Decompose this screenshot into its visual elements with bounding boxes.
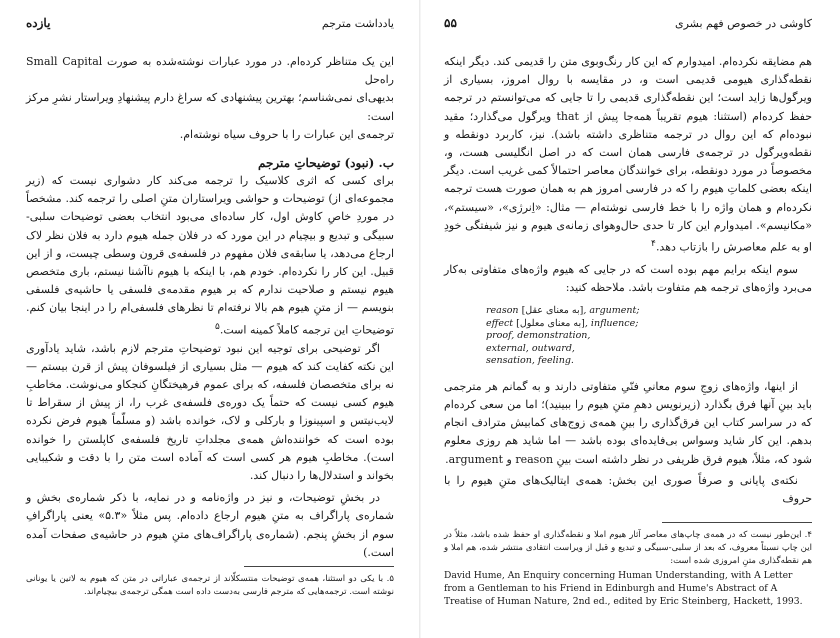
right-footnote-area [444, 522, 812, 608]
term-en: proof, demonstration, [486, 330, 591, 342]
right-page-number: ۵۵ [444, 16, 457, 30]
right-paragraph-2: سوم اینکه برایم مهم بوده است که در جایی که هیوم واژه‌های متفاوتی به‌کار می‌برد واژه‌های ترجمه هم متفاوت باشد. ملاحظه کنید: [444, 262, 812, 295]
term-row [486, 343, 812, 356]
right-paragraph-1 [444, 53, 812, 257]
section-title: ب. (نبود) توضیحاتِ مترجم [258, 156, 394, 171]
right-page [420, 0, 840, 638]
left-intro-line-1: این یک متناظر کرده‌ام. در مورد عبارات نوشته‌شده به صورت Small Capital راه‌حل [26, 55, 395, 87]
left-footnote-rule [244, 566, 394, 567]
term-en: external, outward, [486, 342, 575, 354]
left-running-title: یادداشت مترجم [321, 17, 394, 30]
left-intro-line-2: بدیهی‌ای نمی‌شناسم؛ بهترین پیشنهادی که سراغ دارم پیشنهادِ ویراستار نشرِ مرکز است: [26, 91, 394, 123]
term-en: reason [486, 305, 519, 317]
left-paragraph-3: در بخشِ توضیحات، و نیز در واژه‌نامه و در نمایه، با ذکر شماره‌ی بخش و شماره‌ی پاراگراف به متنِ هیوم ارجاع داده‌ام. پس مثلاً «۵.۳» یعنی پاراگرافِ سوم از بخشِ پنجم. (شماره‌ی پاراگراف‌های متنِ هیوم در حاشیه‌ی صفحات آمده است.) [26, 491, 394, 559]
left-intro-line-3: ترجمه‌ی این عبارات را با حروف سیاه نوشته‌ام. [179, 127, 394, 141]
right-page-header [444, 16, 812, 31]
term-en: effect [486, 317, 514, 329]
term-en: sensation, feeling. [486, 355, 574, 367]
footnote-mark-4: ۴ [651, 238, 656, 250]
right-paragraph-1-text: هم مضایقه نکرده‌ام. امیدوارم که این کار رنگ‌وبوی متن را قدیمی کند. دیگر اینکه نقطه‌گذاری هیومی قدیمی است و، در مقایسه با روال امروز، بسیاری از ویرگول‌ها زاید است؛ این نقطه‌گذاری قدیمی را تا جایی که می‌توانستم در ترجمه حفظ کرده‌ام (استثنا: هیوم تقریباً همه‌جا پیش از that ویرگول می‌گذارد؛ مقید نبوده‌ام که این روال در ترجمه متناظری داشته باشد). نیز، کاربرد دونقطه و نقطه‌ویرگول در ترجمه‌ی فارسی همان است که در اصل انگلیسی هست، و، مخصوصاً در مورد دونقطه، برای خوانندگان معاصر احتمالاً کمی غریب است. دیگر اینکه بعضی کلماتِ هیوم را که در فارسی امروز هم به همان صورت هست ترجمه نکرده‌ام و همان واژه را با خط فارسی نوشته‌ام — مثال: «اِنرژی»، «سیستم»، «مکانیسم». امیدوارم این کار تا حدی حال‌وهوای زمانه‌ی هیوم و نیز شیفتگی خودِ او به علم معاصرش را بازتاب دهد. [444, 55, 813, 254]
right-paragraph-3: از اینها، واژه‌های زوجِ سوم معانیِ فنّیِ متفاوتی دارند و به گمانم هر مترجمی باید بینِ آنها فرق بگذارد (زیرنویس دهمِ متنِ هیوم را ببینید)؛ اما من سعی کرده‌ام که در سراسر کتاب این فرق‌گذاری را بینِ همه‌ی زوج‌های کمابیش مترادف انجام بدهم. این کار شاید وسواس بی‌فایده‌ای بوده باشد — اما شاید هم روزی معلوم شود که، مثلاً، هیوم فرق ظریفی در نظر داشته است بینِ reason و argument. [444, 379, 812, 466]
right-footnote-rule [662, 522, 812, 523]
term-row: reason [به معنای عقل], argument; [486, 305, 640, 317]
left-paragraph-2: اگر توضیحی برای توجیه این نبود توضیحاتِ مترجم لازم باشد، شاید یادآوری این نکته کفایت کند که هیوم — مثل بسیاری از فیلسوفان پیش از قرن بیستم — نه برای متخصصان فلسفه، که برای عموم فرهیختگانِ کنجکاو می‌نوشت. مخاطبِ هیوم کسی نیست که حتماً یک دوره‌ی فلسفه‌ی غرب را، از پیش از سقراط تا لایب‌نیتس و اسپینوزا و بارکلی و لاک، خوانده باشد (و مسلّماً هیوم فرض نکرده بوده است که خواننده‌اش همه‌ی مجلداتِ تاریخ فلسفه‌ی کاپلستن را خوانده است). مخاطبِ هیوم هر کسی است که آماده است متن را با دقت و شکیبایی بخواند و استدلال‌ها را دنبال کند. [26, 341, 394, 482]
term-row [486, 355, 812, 368]
term-row [486, 330, 812, 343]
term-list [486, 305, 812, 368]
left-footnote: ۵. با یکی دو استثنا، همه‌ی توضیحات منتسکلّاند از ترجمه‌ی عباراتی در متن که هیوم به لاتین یا یونانی نوشته است. ترجمه‌هایی که مترجم فارسی به‌دست داده است همگی ترجمه‌ی بیچیام‌اند. [26, 574, 394, 597]
term-row: effect [به معنای معلول], influence; [486, 317, 639, 329]
right-running-title: کاوشی در خصوص فهم بشری [674, 17, 812, 30]
left-page-header [26, 16, 394, 31]
footnote-mark-5: ۵ [214, 320, 220, 332]
left-paragraph-1-text: برای کسی که اثری کلاسیک را ترجمه می‌کند کار دشواری نیست که (زیر مجموعه‌ای از) توضیحات و حواشی ویراستاران متنِ اصلی را ترجمه کند. مشخصاً در موردِ خاصِ کاوش اول، کار ساده‌ای می‌بود انتخاب بعضی توضیحات سلبی-سبیگی و تبدیع و بیچیام در این مورد که در فلان جمله هیوم دارد به فلان نظر لاک ارجاع می‌دهد، یا سابقه‌ی فلان مفهوم در فلسفه‌ی قرون وسطی چیست، و از این قبیل. این کار را نکرده‌ام. خودم هم، با اینکه با هیوم ناآشنا نیستم، باری متخصص هیوم نیستم و صلاحیت ندارم که بر هیوم مقدمه‌ی فلسفی یا حاشیه‌ی فلسفی بنویسم — از متنِ هیوم هم بالا نرفته‌ام تا نظرهای فلسفی‌ام را در اینجا بیان کنم. توضیحاتِ این ترجمه کاملاً کمینه است. [26, 174, 394, 337]
term-en-pair: influence [590, 317, 636, 329]
left-paragraph-1 [26, 172, 394, 339]
left-page-number: یازده [26, 16, 51, 30]
term-gloss: [به معنای عقل] [521, 305, 584, 317]
term-gloss: [به معنای معلول] [516, 317, 585, 329]
right-footnote: ۴. این‌طور نیست که در همه‌ی چاپ‌های معاصر آثار هیوم املا و نقطه‌گذاری او حفظ شده باشد، مثلاً در این چاپ نسبتاً معروف، که بعد از سلبی-سبیگی و تبدیع و قبل از ویراست انتقادی منتشر شده، هم املا و هم نقطه‌گذاری متنِ امروزی شده است: [444, 530, 812, 566]
right-footnote-reference: David Hume, An Enquiry concerning Human Understanding, with A Letter from a Gentleman to his Friend in Edinburgh and Hume's Abstract of A Treatise of Human Nature, 2nd ed., edited by Eric Steinberg, Hackett, 1993. [444, 570, 803, 607]
term-en-pair: argument [589, 305, 637, 317]
left-footnote-area [26, 566, 394, 599]
right-paragraph-4: نکته‌ی پایانی و صرفاً صوری این بخش: همه‌ی ایتالیک‌های متنِ هیوم را با حروف [444, 473, 812, 506]
